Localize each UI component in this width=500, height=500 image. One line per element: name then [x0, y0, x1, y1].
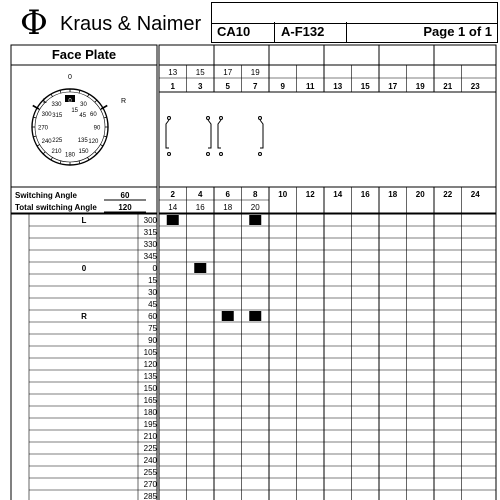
- dial-label: 240: [41, 139, 52, 145]
- dial-label: 300: [41, 112, 52, 118]
- terminal-lower-label: 20: [415, 190, 425, 199]
- company-name: Kraus & Naimer: [60, 13, 202, 35]
- angle-cell: 135: [143, 372, 157, 381]
- angle-cell: 255: [143, 468, 157, 477]
- position-label: L: [81, 216, 87, 225]
- terminal-upper-label: 5: [225, 82, 230, 91]
- closed-contact-marker: [194, 263, 206, 273]
- closed-contact-marker: [222, 311, 234, 321]
- angle-cell: 300: [143, 216, 157, 225]
- angle-cell: 75: [148, 324, 157, 333]
- terminal-upper-label: 23: [470, 82, 480, 91]
- dial-label: 15: [71, 108, 79, 115]
- terminal-lower-label: 22: [443, 190, 453, 199]
- terminal-lower-label: 12: [305, 190, 315, 199]
- terminal-bottom-label: 16: [195, 203, 205, 212]
- angle-cell: 105: [143, 348, 157, 357]
- dial-label: 210: [51, 148, 62, 155]
- angle-cell: 45: [148, 300, 157, 309]
- drawing-code: A-F132: [281, 24, 325, 39]
- closed-contact-marker: [249, 215, 261, 225]
- terminal-top-label: 15: [195, 68, 205, 77]
- position-label: 0: [81, 264, 87, 273]
- terminal-upper-label: 19: [415, 82, 425, 91]
- face-plate-title: Face Plate: [51, 47, 117, 62]
- dial-label: 90: [93, 125, 101, 132]
- total-angle-label: Total switching Angle: [15, 203, 97, 212]
- terminal-lower-label: 6: [225, 190, 230, 199]
- dial-label: 120: [88, 139, 99, 145]
- angle-cell: 210: [143, 432, 157, 441]
- page-number: Page 1 of 1: [423, 24, 492, 39]
- terminal-lower-label: 14: [333, 190, 343, 199]
- angle-cell: 0: [152, 264, 157, 273]
- angle-cell: 15: [148, 276, 157, 285]
- angle-cell: 150: [143, 384, 157, 393]
- dial-label: 150: [78, 148, 89, 155]
- terminal-lower-label: 2: [170, 190, 175, 199]
- dial-right-label: R: [121, 98, 127, 105]
- dial-label: 225: [52, 138, 63, 145]
- terminal-upper-label: 17: [388, 82, 398, 91]
- terminal-upper-label: 15: [360, 82, 370, 91]
- terminal-bottom-label: 14: [168, 203, 178, 212]
- dial-label: 60: [90, 112, 97, 118]
- dial-label: 30: [80, 102, 87, 109]
- logo-symbol: Φ: [20, 3, 48, 43]
- terminal-upper-label: 11: [306, 82, 315, 91]
- dial-label: 135: [77, 138, 88, 145]
- terminal-lower-label: 10: [278, 190, 288, 199]
- dial-label: 270: [37, 125, 49, 132]
- angle-cell: 165: [143, 396, 157, 405]
- angle-cell: 330: [143, 240, 157, 249]
- total-angle-value: 120: [118, 203, 132, 212]
- terminal-upper-label: 9: [280, 82, 285, 91]
- terminal-upper-label: 21: [443, 82, 453, 91]
- angle-cell: 285: [143, 492, 157, 500]
- terminal-bottom-label: 18: [223, 203, 233, 212]
- switching-table: [11, 214, 496, 500]
- closed-contact-marker: [167, 215, 179, 225]
- dial-label: 45: [79, 112, 87, 119]
- angle-cell: 225: [143, 444, 157, 453]
- dial-label: 330: [51, 102, 62, 109]
- dial-left-label: L: [43, 98, 47, 105]
- terminal-lower-label: 8: [253, 190, 258, 199]
- contact-symbols: [166, 117, 263, 156]
- terminal-bottom-label: 20: [250, 203, 260, 212]
- dial-label: 0: [68, 98, 72, 105]
- terminal-lower-label: 18: [388, 190, 398, 199]
- terminal-top-label: 17: [223, 68, 233, 77]
- terminal-upper-label: 13: [333, 82, 343, 91]
- angle-cell: 180: [143, 408, 157, 417]
- angle-cell: 270: [143, 480, 157, 489]
- angle-cell: 345: [143, 252, 157, 261]
- angle-cell: 195: [143, 420, 157, 429]
- angle-cell: 120: [143, 360, 157, 369]
- angle-cell: 315: [143, 228, 157, 237]
- terminal-upper-label: 1: [170, 82, 175, 91]
- angle-cell: 240: [143, 456, 157, 465]
- switching-angle-label: Switching Angle: [15, 191, 77, 200]
- terminal-lower-label: 4: [198, 190, 203, 199]
- terminal-lower-label: 24: [470, 190, 480, 199]
- position-label: R: [81, 312, 87, 321]
- dial-label: 315: [52, 112, 63, 119]
- terminal-lower-label: 16: [360, 190, 370, 199]
- terminal-upper-label: 3: [198, 82, 203, 91]
- angle-cell: 60: [148, 312, 157, 321]
- series-code: CA10: [217, 24, 251, 39]
- terminal-top-label: 13: [168, 68, 178, 77]
- angle-cell: 30: [148, 288, 157, 297]
- switching-angle-value: 60: [120, 191, 130, 200]
- terminal-upper-label: 7: [253, 82, 258, 91]
- dial-zero-label: 0: [68, 74, 72, 81]
- terminal-top-label: 19: [250, 68, 260, 77]
- dial-label: 180: [64, 152, 76, 159]
- closed-contact-marker: [249, 311, 261, 321]
- angle-cell: 90: [148, 336, 157, 345]
